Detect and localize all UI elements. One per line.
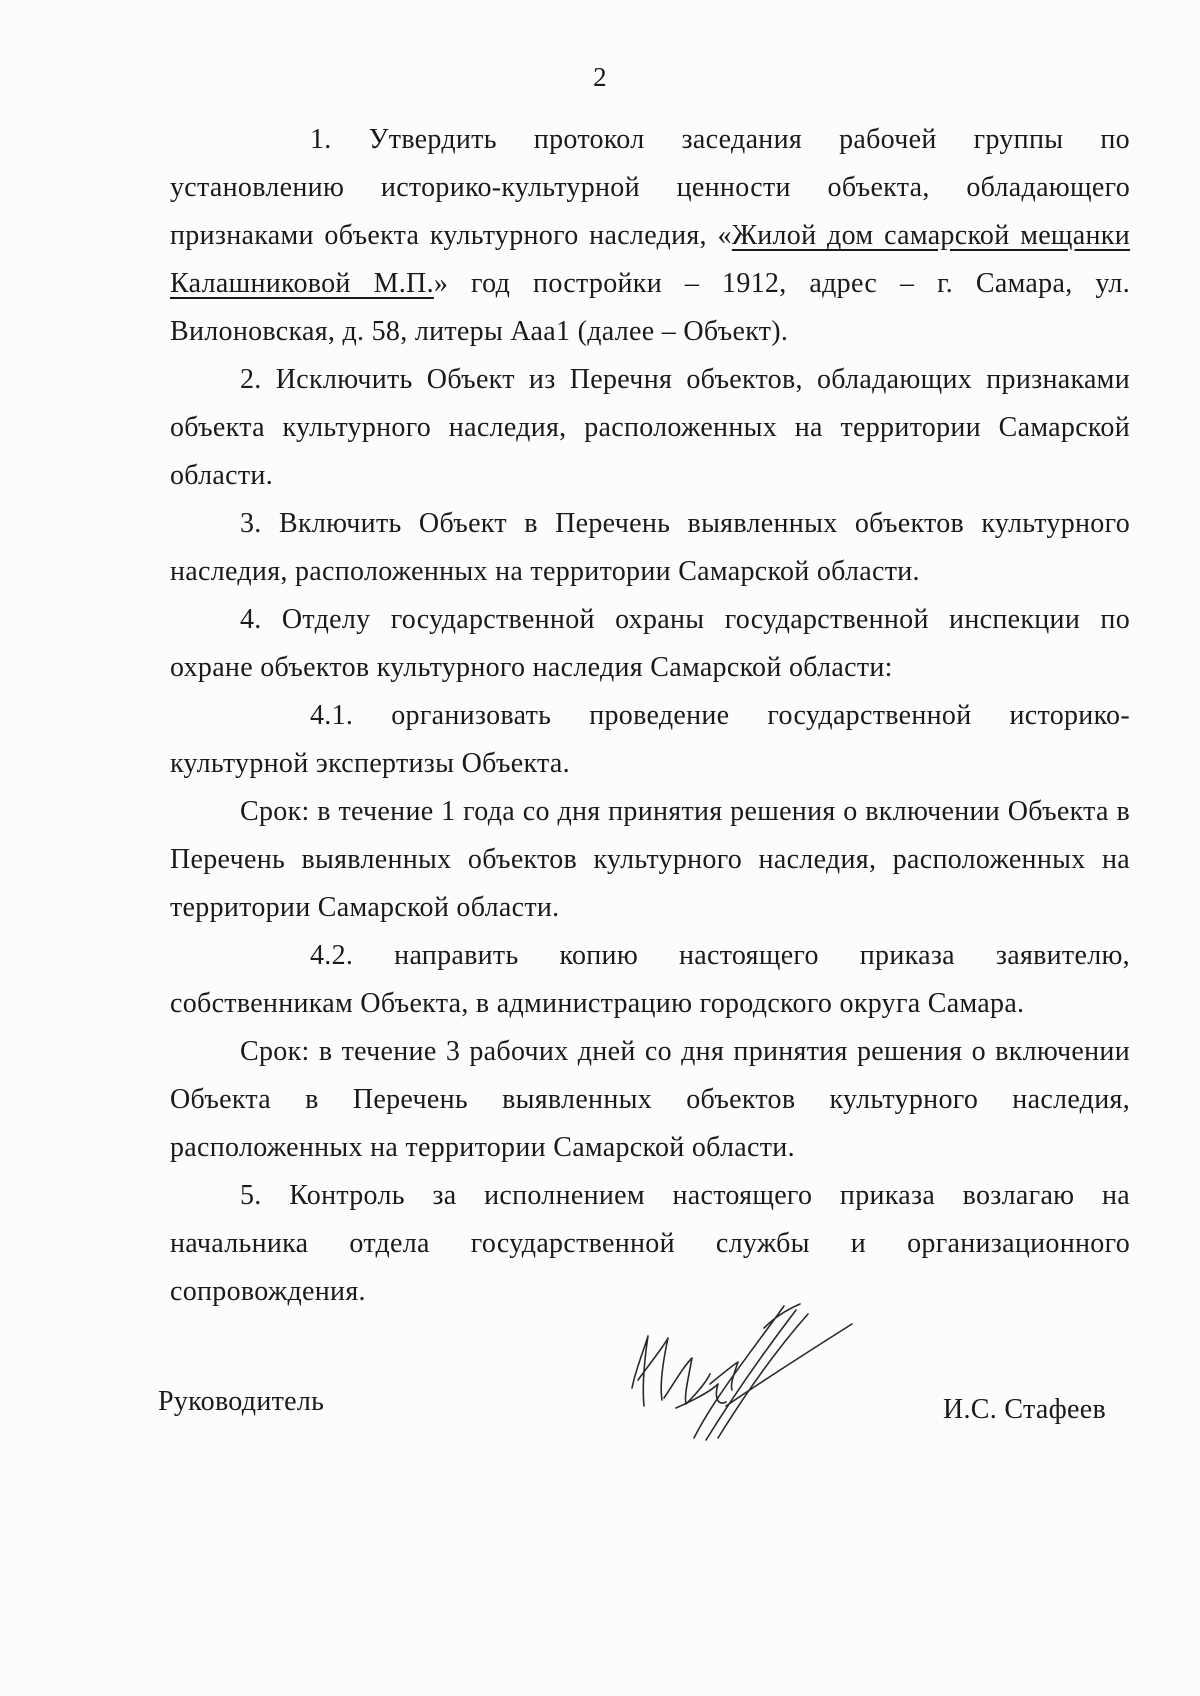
item-3: 3. Включить Объект в Перечень выявленных объектов культурного наследия, расположенных на территории Самарской области.	[170, 508, 1130, 587]
handwritten-signature	[614, 1288, 864, 1458]
item-1-number: 1.	[310, 124, 332, 155]
signatory-title: Руководитель	[158, 1386, 325, 1417]
order-body	[170, 116, 1130, 1316]
object-name: Жилой дом самарской мещанки Калашниковой М.П.	[170, 220, 1130, 299]
item-4-2-text: направить копию настоящего приказа заявителю, собственникам Объекта, в администрацию городского округа Самара.	[170, 940, 1130, 1019]
item-5: 5. Контроль за исполнением настоящего приказа возлагаю на начальника отдела государственной службы и организационного сопровождения.	[170, 1180, 1130, 1307]
page-number: 2	[593, 62, 607, 92]
signatory-name: И.С. Стафеев	[942, 1394, 1106, 1425]
item-4: 4. Отделу государственной охраны государственной инспекции по охране объектов культурного наследия Самарской области:	[170, 604, 1130, 683]
item-1-text-end: » год постройки – 1912, адрес – г. Самара, ул. Вилоновская, д. 58, литеры Ааа1 (далее – Объект).	[170, 268, 1130, 347]
deadline-4-2: Срок: в течение 3 рабочих дней со дня принятия решения о включении Объекта в Перечень выявленных объектов культурного наследия, расположенных на территории Самарской области.	[170, 1036, 1130, 1163]
item-4-1-number: 4.1.	[310, 700, 354, 731]
item-4-1	[170, 692, 1130, 788]
item-4-1-text: организовать проведение государственной историко-культурной экспертизы Объекта.	[170, 700, 1130, 779]
item-4-2-number: 4.2.	[310, 940, 354, 971]
item-1	[170, 116, 1130, 356]
signature-block	[158, 1366, 1118, 1516]
item-4-2	[170, 932, 1130, 1028]
deadline-4-1: Срок: в течение 1 года со дня принятия решения о включении Объекта в Перечень выявленных объектов культурного наследия, расположенных на территории Самарской области.	[170, 796, 1130, 923]
item-1-text-start: Утвердить протокол заседания рабочей группы по установлению историко-культурной ценности объекта, обладающего признаками объекта культурного наследия, «	[170, 124, 1130, 251]
item-2: 2. Исключить Объект из Перечня объектов, обладающих признаками объекта культурного наследия, расположенных на территории Самарской области.	[170, 364, 1130, 491]
